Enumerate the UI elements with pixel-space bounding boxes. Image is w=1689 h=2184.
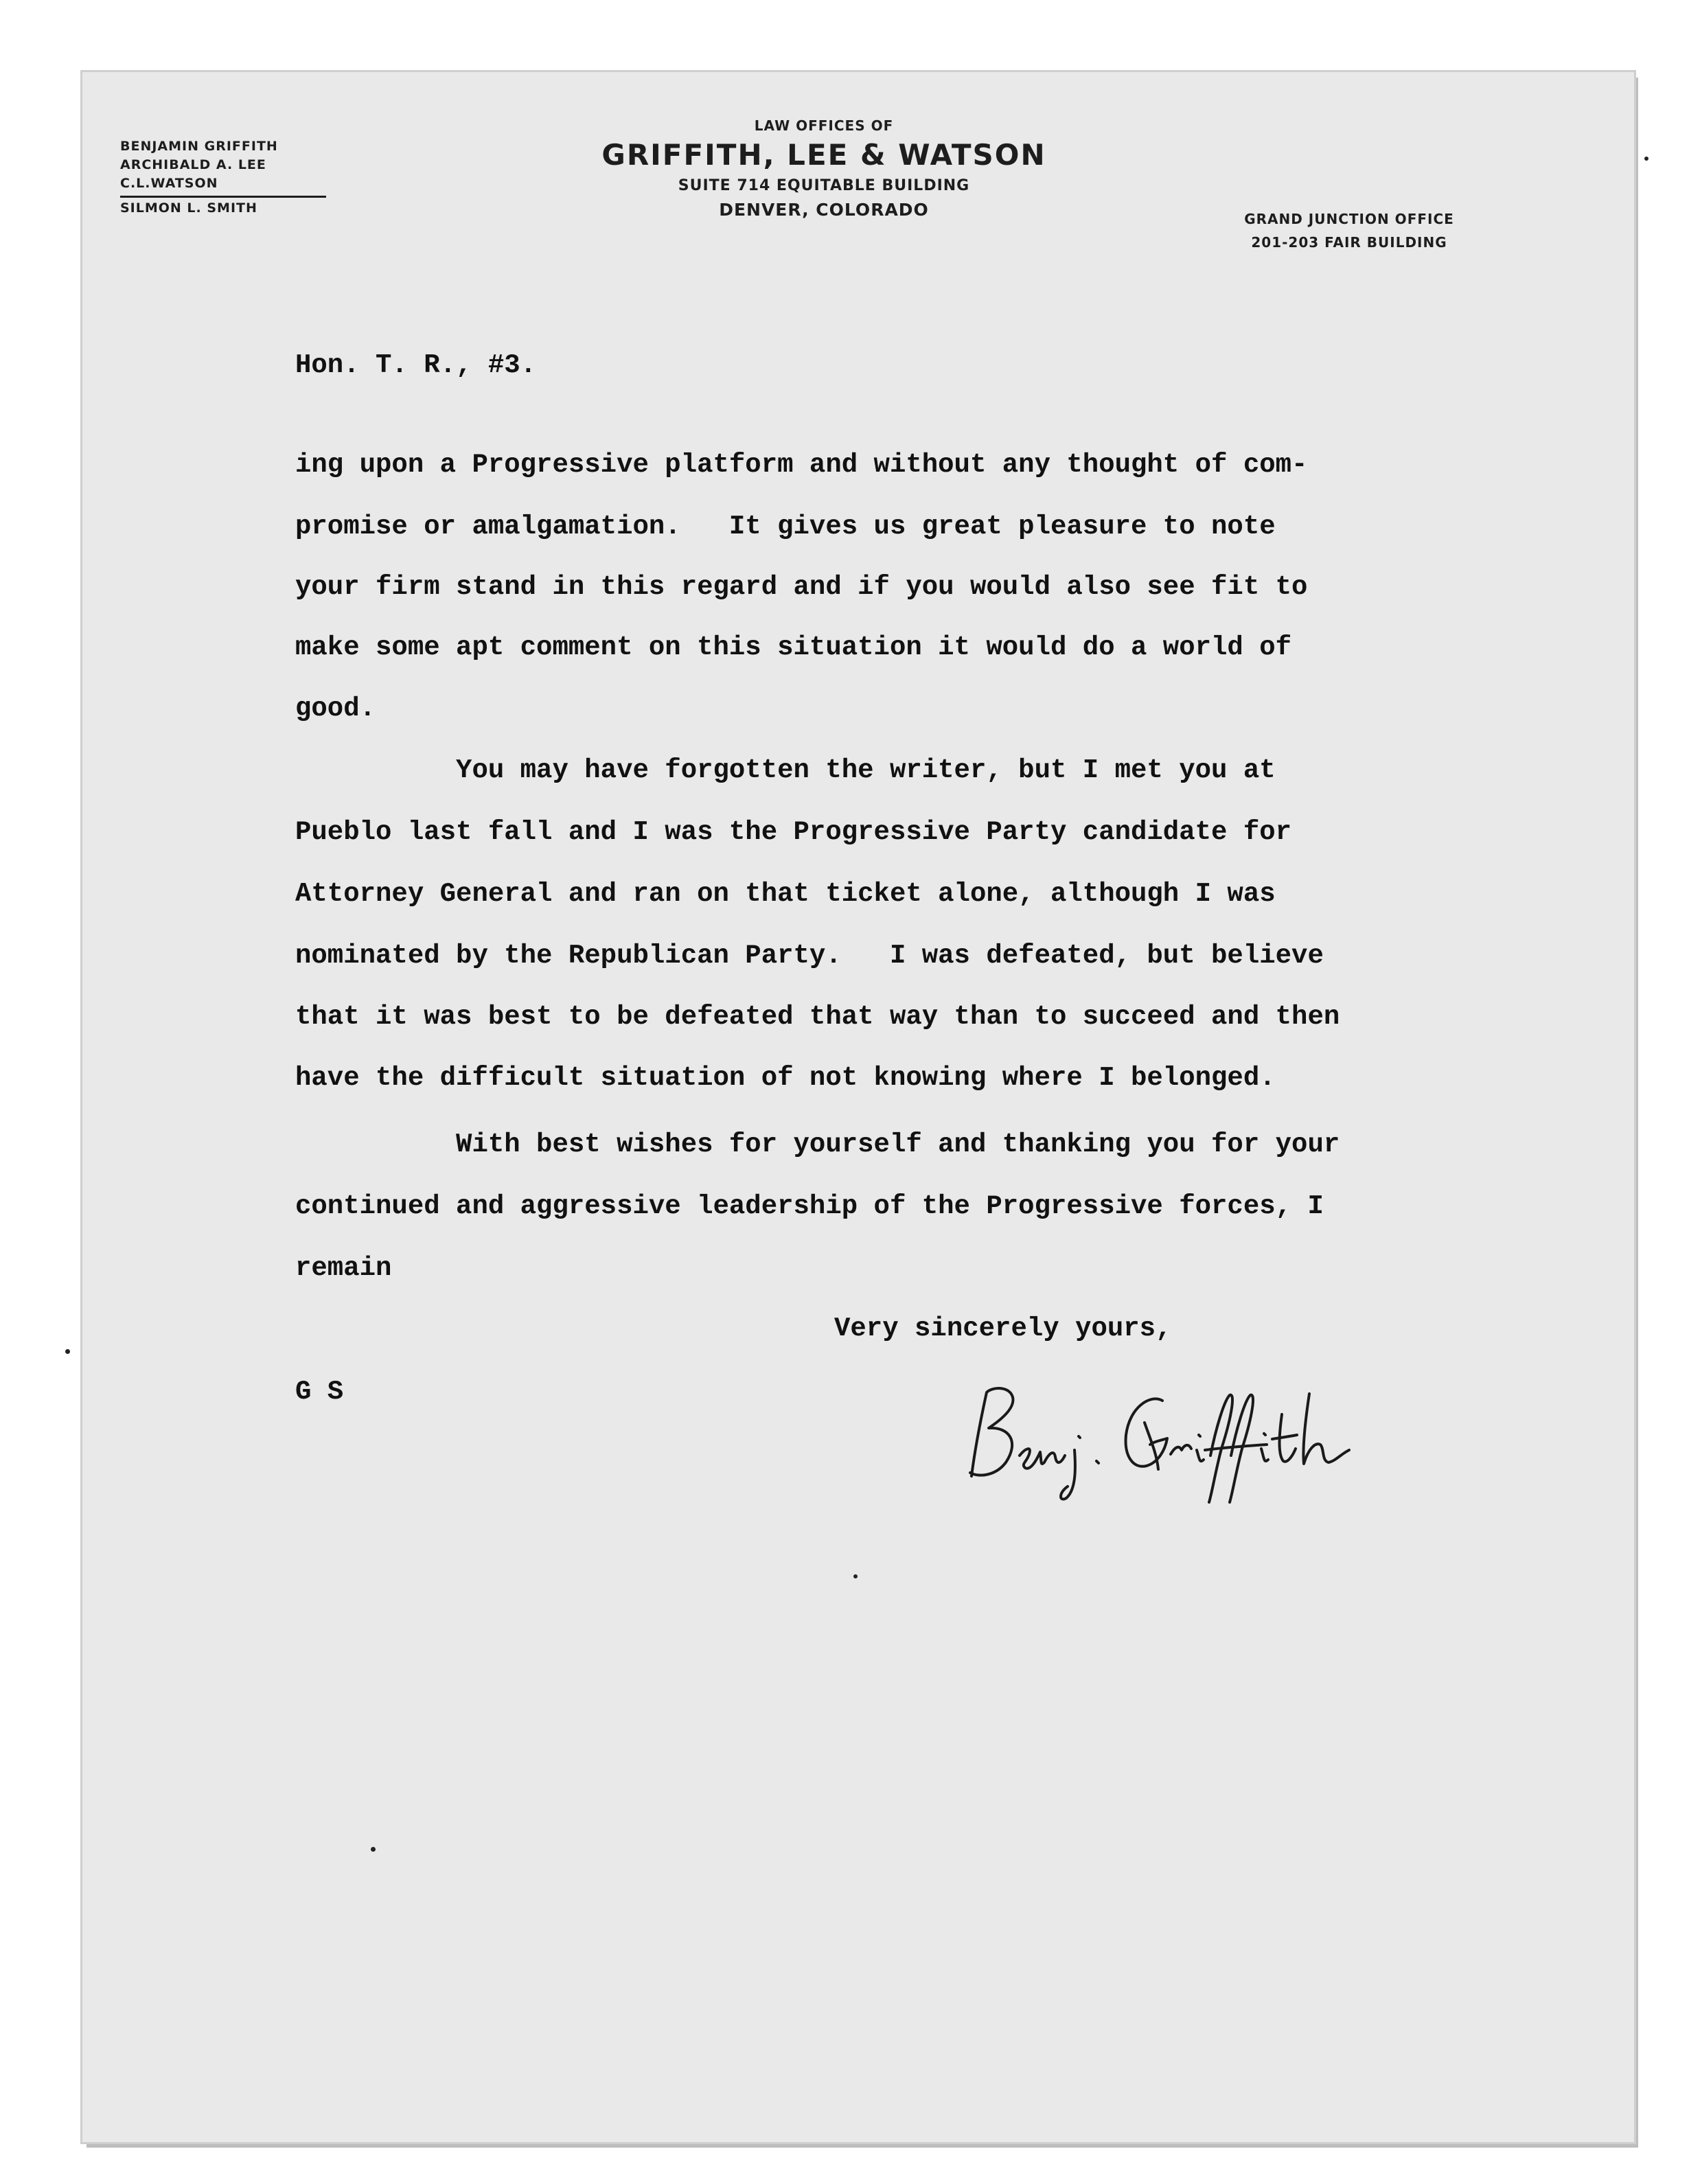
body-line: continued and aggressive leadership of the Progressive forces, I: [295, 1191, 1324, 1221]
body-line: promise or amalgamation. It gives us great pleasure to note: [295, 511, 1276, 542]
body-line: With best wishes for yourself and thanking you for your: [295, 1129, 1340, 1160]
scan-speck: [371, 1847, 376, 1852]
scan-speck: [853, 1574, 858, 1578]
branch-address: 201-203 FAIR BUILDING: [1251, 234, 1447, 251]
body-line: make some apt comment on this situation it would do a world of: [295, 632, 1292, 663]
branch-office: GRAND JUNCTION OFFICE: [1244, 211, 1454, 227]
page-header: Hon. T. R., #3.: [295, 350, 537, 380]
body-line: You may have forgotten the writer, but I met you at: [295, 755, 1276, 785]
body-line: Pueblo last fall and I was the Progressive Party candidate for: [295, 817, 1292, 847]
body-line: your firm stand in this regard and if you would also see fit to: [295, 572, 1308, 602]
letterhead-firm: [481, 115, 1167, 222]
body-line: ing upon a Progressive platform and without any thought of com-: [295, 450, 1308, 480]
letterhead-branch: [1198, 207, 1500, 254]
partner-name: ARCHIBALD A. LEE: [120, 157, 266, 172]
partner-name: C.L.WATSON: [120, 176, 218, 191]
body-line: that it was best to be defeated that way than to succeed and then: [295, 1002, 1340, 1032]
body-line: Attorney General and ran on that ticket alone, although I was: [295, 879, 1276, 909]
body-line: good.: [295, 693, 376, 724]
scan-speck: [65, 1349, 70, 1354]
body-line: nominated by the Republican Party. I was defeated, but believe: [295, 941, 1324, 971]
body-line: have the difficult situation of not knowing where I belonged.: [295, 1063, 1276, 1093]
associate-name: SILMON L. SMITH: [120, 200, 257, 216]
firm-name: GRIFFITH, LEE & WATSON: [601, 138, 1046, 172]
firm-suite: SUITE 714 EQUITABLE BUILDING: [678, 177, 970, 194]
closing: Very sincerely yours,: [834, 1313, 1172, 1344]
offices-label: LAW OFFICES OF: [754, 117, 894, 134]
typist-initials: G S: [295, 1377, 344, 1407]
firm-city: DENVER, COLORADO: [719, 200, 929, 220]
partner-name: BENJAMIN GRIFFITH: [120, 139, 278, 154]
scan-speck: [1644, 157, 1648, 161]
signature: [944, 1373, 1390, 1504]
body-line: remain: [295, 1253, 392, 1283]
